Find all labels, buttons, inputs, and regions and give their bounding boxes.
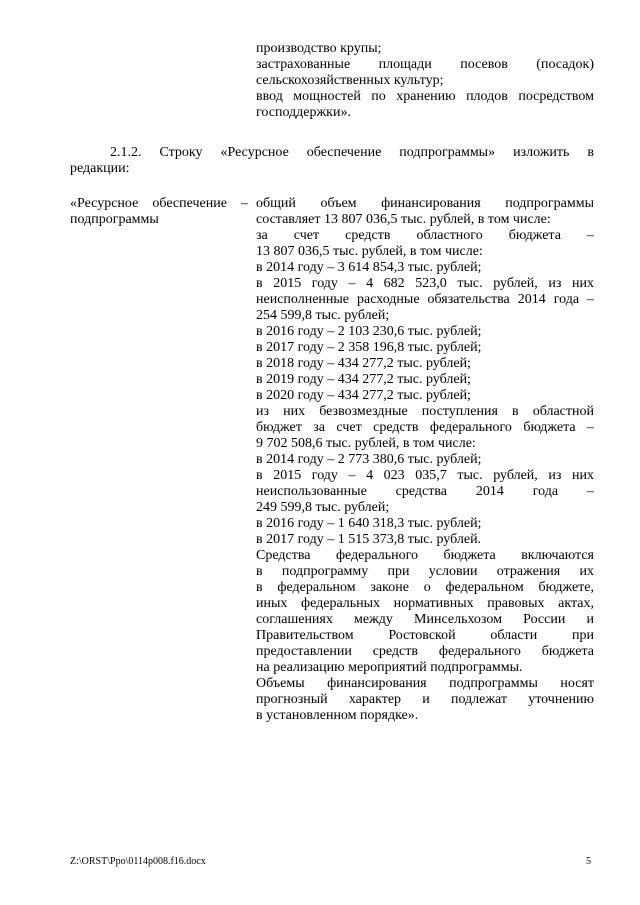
value-line: в 2017 году – 2 358 196,8 тыс. рублей;	[256, 340, 482, 355]
value-line: в 2015 году – 4 682 523,0 тыс. рублей, из них	[256, 276, 594, 291]
row-label-cell	[70, 196, 248, 228]
list-line: производство крупы;	[256, 41, 382, 56]
list-line: ввод мощностей по хранению плодов посредством	[256, 89, 594, 104]
list-line: сельскохозяйственных культур;	[256, 73, 444, 88]
value-line: в 2015 году – 4 023 035,7 тыс. рублей, из них	[256, 468, 594, 483]
row-label-line: подпрограммы	[70, 212, 159, 227]
value-line: на реализацию мероприятий подпрограммы.	[256, 660, 523, 675]
amendment-paragraph	[70, 145, 594, 177]
value-line: в 2020 году – 434 277,2 тыс. рублей;	[256, 388, 471, 403]
row-label-line: «Ресурсное обеспечение –	[70, 196, 248, 211]
amendment-line: редакции:	[70, 161, 130, 176]
value-line: неисполненные расходные обязательства 2014 года –	[256, 292, 594, 307]
amendment-line: 2.1.2. Строку «Ресурсное обеспечение подпрограммы» изложить в	[110, 145, 594, 160]
value-line: прогнозный характер и подлежат уточнению	[256, 692, 594, 707]
value-line: 13 807 036,5 тыс. рублей, в том числе:	[256, 244, 483, 259]
list-line: застрахованные площади посевов (посадок)	[256, 57, 594, 72]
list-continuation	[256, 41, 594, 121]
value-line: 9 702 508,6 тыс. рублей, в том числе:	[256, 436, 476, 451]
page-number: 5	[586, 856, 591, 867]
value-line: предоставлении средств федерального бюджета	[256, 644, 594, 659]
value-line: в 2019 году – 434 277,2 тыс. рублей;	[256, 372, 471, 387]
value-line: в 2014 году – 2 773 380,6 тыс. рублей;	[256, 452, 482, 467]
list-line: господдержки».	[256, 105, 351, 120]
row-value-cell	[256, 196, 594, 724]
value-line: в установленном порядке».	[256, 708, 419, 723]
value-line: в 2016 году – 2 103 230,6 тыс. рублей;	[256, 324, 482, 339]
value-line: неиспользованные средства 2014 года –	[256, 484, 594, 499]
value-line: иных федеральных нормативных правовых актах,	[256, 596, 594, 611]
value-line: за счет средств областного бюджета –	[256, 228, 594, 243]
value-line: 249 599,8 тыс. рублей;	[256, 500, 390, 515]
value-line: Средства федерального бюджета включаются	[256, 548, 594, 563]
value-line: в 2014 году – 3 614 854,3 тыс. рублей;	[256, 260, 482, 275]
value-line: в 2016 году – 1 640 318,3 тыс. рублей;	[256, 516, 482, 531]
value-line: в 2018 году – 434 277,2 тыс. рублей;	[256, 356, 471, 371]
value-line: составляет 13 807 036,5 тыс. рублей, в том числе:	[256, 212, 551, 227]
value-line: в федеральном законе о федеральном бюджете,	[256, 580, 594, 595]
value-line: в подпрограмму при условии отражения их	[256, 564, 594, 579]
value-line: общий объем финансирования подпрограммы	[256, 196, 594, 211]
value-line: Правительством Ростовской области при	[256, 628, 594, 643]
value-line: бюджет за счет средств федерального бюджета –	[256, 420, 594, 435]
value-line: соглашениях между Минсельхозом России и	[256, 612, 594, 627]
value-line: Объемы финансирования подпрограммы носят	[256, 676, 594, 691]
value-line: из них безвозмездные поступления в областной	[256, 404, 594, 419]
value-line: 254 599,8 тыс. рублей;	[256, 308, 390, 323]
footer-file-path: Z:\ORST\Ppo\0114p008.f16.docx	[70, 856, 206, 867]
value-line: в 2017 году – 1 515 373,8 тыс. рублей.	[256, 532, 482, 547]
